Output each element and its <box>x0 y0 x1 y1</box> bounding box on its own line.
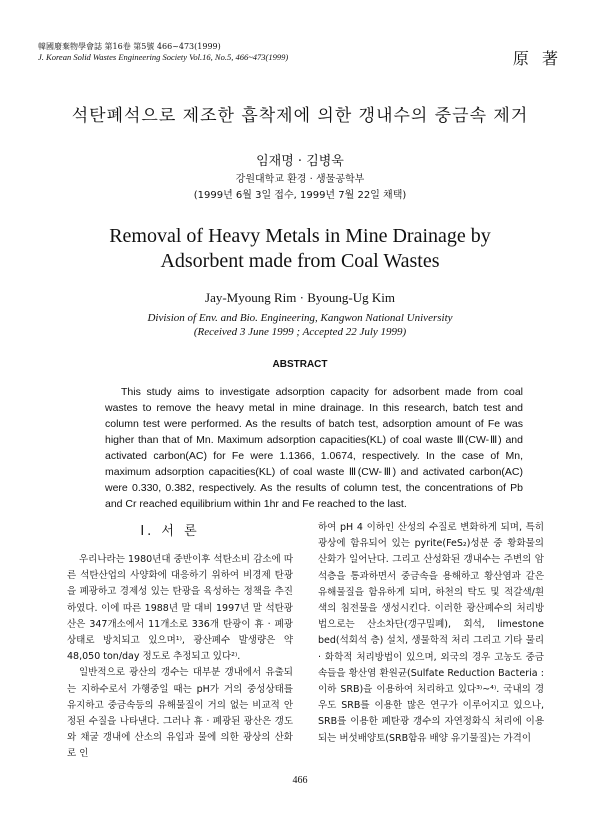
title-korean: 석탄폐석으로 제조한 흡착제에 의한 갱내수의 중금속 제거 <box>71 106 529 126</box>
title-english <box>0 224 600 274</box>
page-number: 466 <box>292 775 308 786</box>
affiliation-english: Division of Env. and Bio. Engineering, Kangwon National University <box>147 312 453 324</box>
right-paragraph-1: 하여 pH 4 이하인 산성의 수질로 변화하게 되며, 특히 광상에 함유되어 있는 pyrite(FeS₂)성분 중 황화물의 산화가 일어난다. 그리고 산성화된 갱내수는 주변의 암석층을 통과하면서 중금속을 용해하고 황산염과 같은 유해물질을 함유하게 되며, 하천의 탁도 및 적갈색/흰색의 침전물을 생성시킨다. 이러한 광산폐수의 처리방법으로는 산소차단(갱구밀폐), 회석, limestone bed(석회석 층) 설치, 생물학적 처리 그리고 기타 물리 · 화학적 처리방법이 있으며, 외국의 경우 고농도 중금속들을 황산염 환원균(Sulfate Reduction Bacteria : 이하 SRB)을 이용하여 처리하고 있다³⁾~⁴⁾. 국내의 경우도 SRB를 이용한 많은 연구가 이루어지고 있으나, SRB를 이용한 폐탄광 갱수의 자연정화식 처리에 이용되는 버섯배양토(SRB함유 배양 유기물질)는 가격이 <box>318 522 544 744</box>
abstract-body: This study aims to investigate adsorption capacity for adsorbent made from coal wastes to remove the heavy metal in mine drainage. In this research, batch test and column test were performed. As the results of batch test, adsorption amount of Fe was higher than that of Mn. Maximum adsorption capacities(KL) of coal waste Ⅲ(CW-Ⅲ) and activated carbon(AC) for Fe were 1.1366, 1.0674, respectively. In the case of Mn, maximum adsorption capacities(KL) of coal waste Ⅲ(CW-Ⅲ) and activated carbon(AC) were 0.330, 0.382, respectively. As the results of column test, the concentrations of Pb and Cr reached equilibrium within 1hr and Fe reached to the last. <box>105 386 523 510</box>
article-type-label: 原 著 <box>512 49 562 68</box>
affiliation-korean-block <box>0 172 600 204</box>
title-english-line2: Adsorbent made from Coal Wastes <box>160 250 440 272</box>
dates-korean: (1999년 6월 3일 접수, 1999년 7월 22일 채택) <box>193 190 407 201</box>
affiliation-korean: 강원대학교 환경 · 생물공학부 <box>235 174 365 185</box>
authors-korean: 임재명 · 김병욱 <box>256 154 344 169</box>
left-column <box>67 552 293 763</box>
dates-english: (Received 3 June 1999 ; Accepted 22 July 1999) <box>193 326 407 338</box>
left-paragraph-2: 일반적으로 광산의 갱수는 대부분 갱내에서 유출되는 지하수로서 가행중일 때는 pH가 거의 중성상태를 유지하고 중금속등의 유해물질이 거의 없는 비교적 안정된 수질을 나타낸다. 그러나 휴 · 폐광된 광산은 갱도와 채굴 갱내에 산소의 유입과 물에 의한 광상의 산화로 인 <box>67 667 293 760</box>
section-heading-introduction: Ⅰ. 서 론 <box>140 524 200 539</box>
journal-name-ko: 韓國廢棄物學會誌 第16卷 第5號 466~473(1999) <box>38 42 221 51</box>
affiliation-english-block <box>0 311 600 339</box>
abstract-heading: ABSTRACT <box>272 359 328 370</box>
journal-header <box>38 42 288 62</box>
authors-english: Jay-Myoung Rim · Byoung-Ug Kim <box>205 290 395 305</box>
journal-name-en: J. Korean Solid Wastes Engineering Society Vol.16, No.5, 466~473(1999) <box>38 52 289 62</box>
right-column <box>318 520 544 747</box>
title-english-line1: Removal of Heavy Metals in Mine Drainage by <box>109 225 491 247</box>
left-paragraph-1: 우리나라는 1980년대 중반이후 석탄소비 감소에 따른 석탄산업의 사양화에 대응하기 위하여 비경제 탄광을 폐광하고 경제성 있는 탄광을 육성하는 정책을 추진하였다. 이에 따른 1988년 말 대비 1997년 말 석탄광산은 347개소에서 11개소로 336개 탄광이 휴 · 폐광상태로 방치되고 있으며¹⁾, 광산폐수 발생량은 약 48,050 ton/day 정도로 추정되고 있다²⁾. <box>67 554 293 663</box>
